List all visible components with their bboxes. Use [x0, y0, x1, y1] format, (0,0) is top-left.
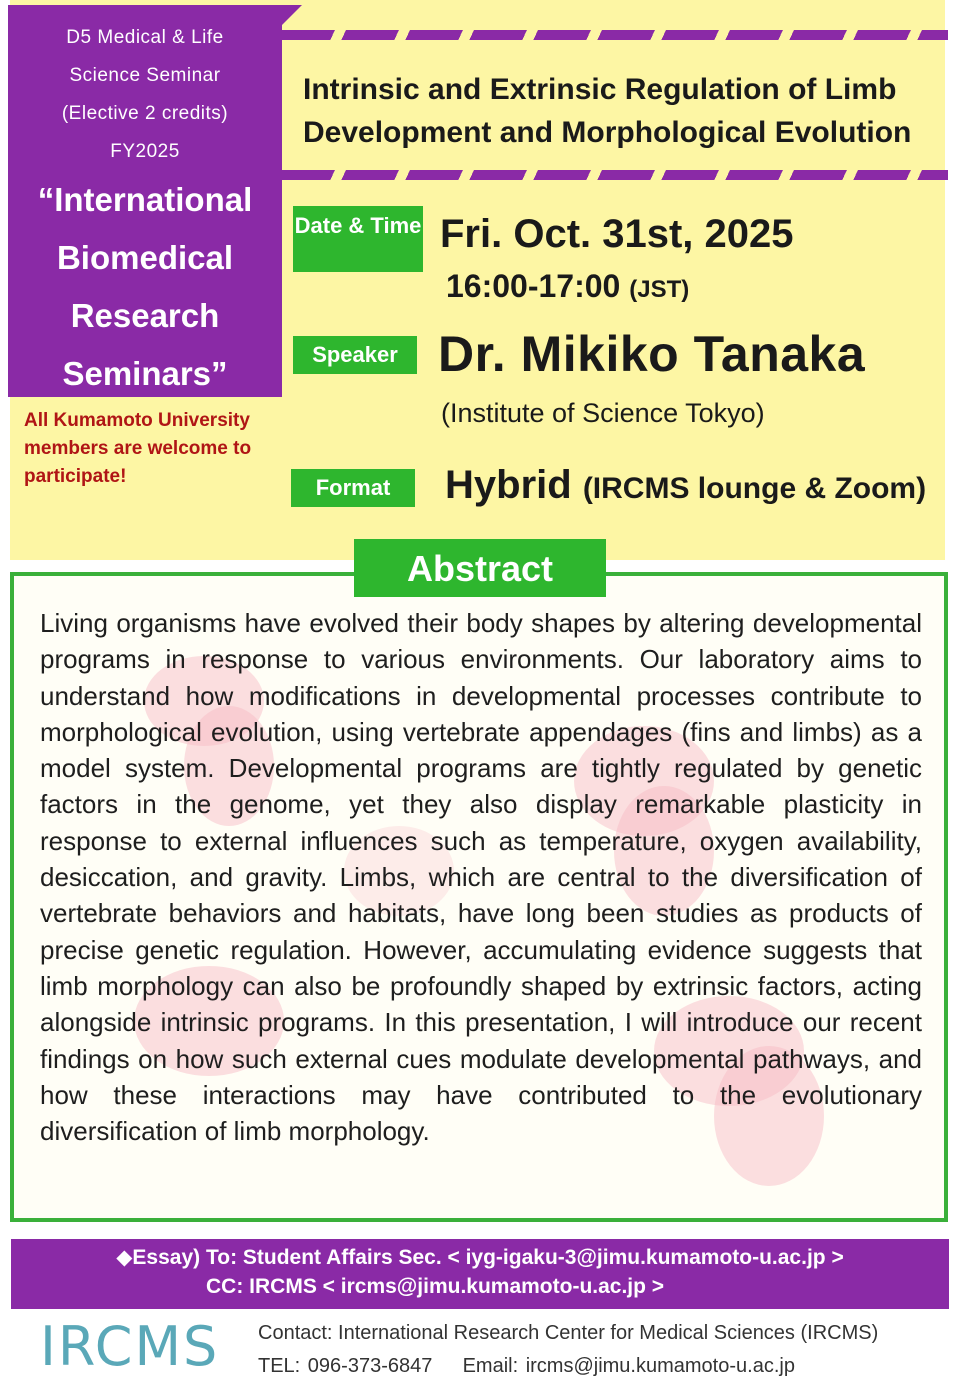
- speaker-affiliation: (Institute of Science Tokyo): [441, 398, 765, 428]
- format-label: Format: [291, 469, 415, 507]
- ircms-logo: IRCMS: [40, 1315, 220, 1378]
- talk-title: Intrinsic and Extrinsic Regulation of Limb Development and Morphological Evolution: [303, 73, 912, 149]
- seminar-series-box: [8, 5, 282, 397]
- essay-cc-line: CC: IRCMS < ircms@jimu.kumamoto-u.ac.jp >: [206, 1275, 665, 1298]
- seminar-line-3: (Elective 2 credits): [61, 103, 229, 124]
- event-date: Fri. Oct. 31st, 2025: [440, 212, 794, 256]
- tel-email-line: TEL: 096-373-6847 Email: ircms@jimu.kumamoto-u.ac.jp: [258, 1355, 795, 1377]
- series-title-4: Seminars”: [62, 355, 228, 392]
- event-time: [446, 268, 689, 305]
- seminar-line-4: FY2025: [110, 141, 180, 162]
- contact-line: Contact: International Research Center for Medical Sciences (IRCMS): [258, 1322, 879, 1344]
- series-title-3: Research: [70, 297, 220, 334]
- abstract-text: Living organisms have evolved their body shapes by altering developmental programs in response to various environments. Our laboratory aims to understand how modifications in developmental processes contribute to morphological evolution, using vertebrate appendages (fins and limbs) as a model system. Developmental programs are tightly regulated by genetic factors in the genome, yet they also display remarkable plasticity in response to external influences such as temperature, oxygen availability, desiccation, and gravity. Limbs, which are central to the diversification of vertebrate behaviors and habitats, have long been studies as products of precise genetic regulation. However, accumulating evidence suggests that limb morphology can also be profoundly shaped by extrinsic factors, acting alongside intrinsic programs. In this presentation, I will introduce our recent findings on how such external cues modulate developmental pathways, and how these interactions may have contributed to the evolutionary diversification of limb morphology.: [40, 608, 922, 1147]
- title-dash-bar-top: [282, 30, 948, 40]
- essay-submission-bar: [11, 1239, 949, 1309]
- speaker-label: Speaker: [293, 336, 417, 374]
- format-detail: (IRCMS lounge & Zoom): [582, 472, 927, 505]
- seminar-line-1: D5 Medical & Life: [66, 27, 224, 48]
- seminar-line-2: Science Seminar: [69, 65, 221, 86]
- essay-to-line: ◆Essay) To: Student Affairs Sec. < iyg-igaku-3@jimu.kumamoto-u.ac.jp >: [116, 1246, 844, 1269]
- series-title-2: Biomedical: [56, 239, 234, 276]
- speaker-name: Dr. Mikiko Tanaka: [438, 326, 866, 382]
- seminar-box-corner: [276, 5, 302, 31]
- welcome-note: All Kumamoto University members are welcome to participate!: [24, 410, 252, 487]
- event-time-range: 16:00-17:00: [446, 268, 621, 304]
- date-time-label: Date & Time: [293, 206, 423, 272]
- series-title-1: “International: [37, 181, 253, 218]
- format-type: Hybrid: [445, 463, 572, 507]
- event-format: [445, 463, 926, 508]
- abstract-heading: Abstract: [354, 539, 606, 597]
- title-dash-bar-bottom: [282, 170, 948, 180]
- event-timezone: (JST): [629, 276, 690, 303]
